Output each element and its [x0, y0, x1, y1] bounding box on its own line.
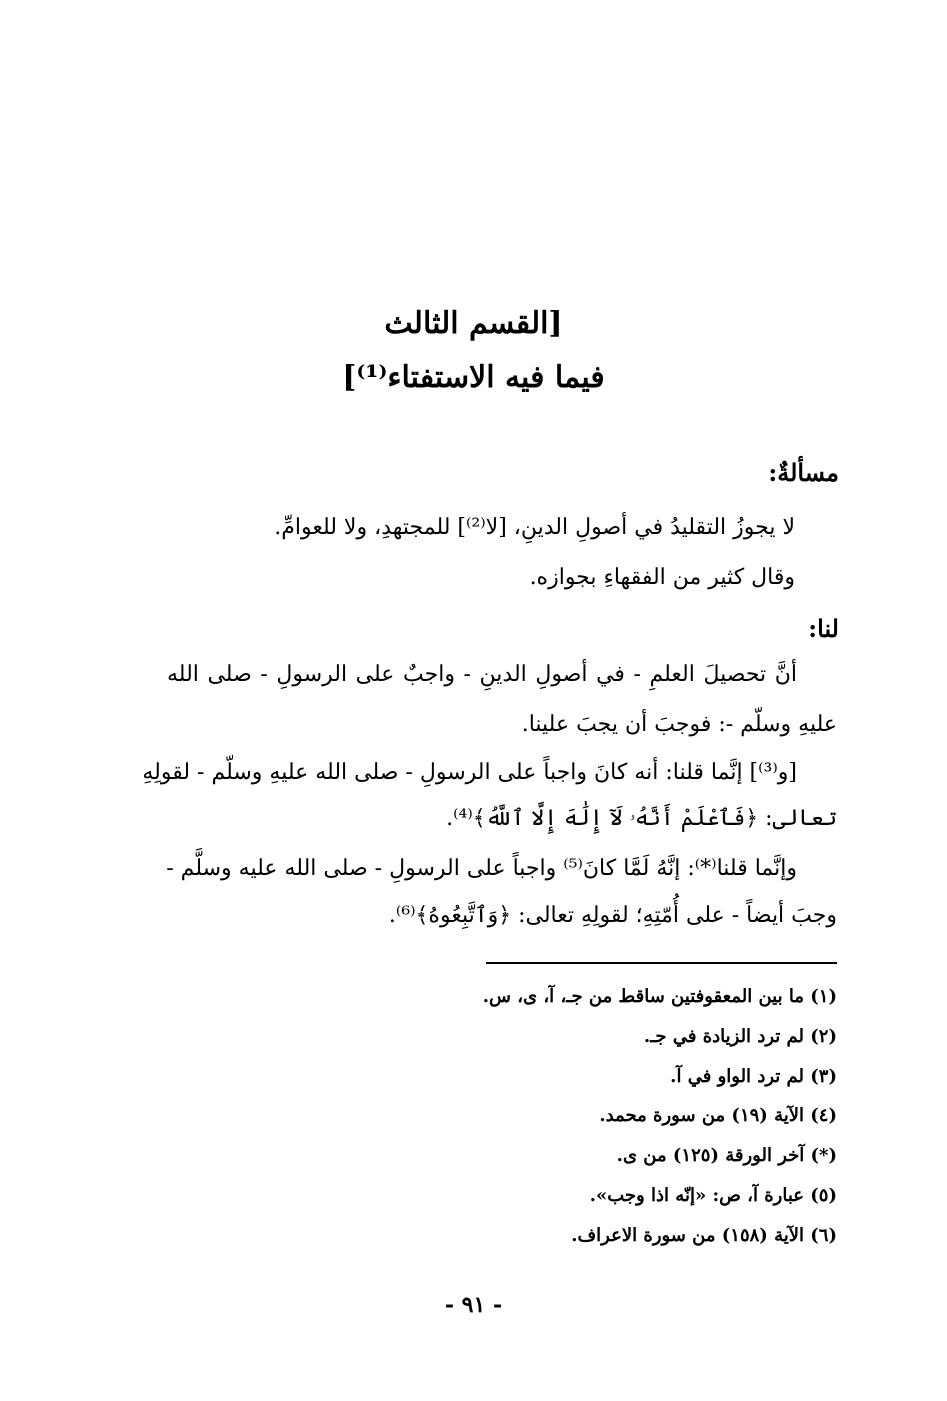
footnote-1: (١) ما بين المعقوفتين ساقط من جـ، آ، ى، س.	[482, 986, 837, 1007]
lana-heading: لنا:	[808, 614, 839, 643]
argument-p1-line-1: أنَّ تحصيلَ العلمِ - في أصولِ الدينِ - واجبٌ على الرسولِ - صلى الله	[167, 662, 797, 687]
footnote-star: (*) آخر الورقة (١٢٥) من ى.	[616, 1145, 837, 1166]
page-number: - ٩١ -	[444, 1292, 503, 1318]
footnote-5: (٥) عبارة آ، ص: «إنّه اذا وجب».	[589, 1185, 837, 1206]
argument-p1-line-2: عليهِ وسلّم -: فوجبَ أن يجبَ علينا.	[521, 712, 837, 737]
masala-line-2: وقال كثير من الفقهاءِ بجوازه.	[529, 565, 795, 590]
masala-heading: مسألةٌ:	[768, 458, 839, 487]
footnote-6: (٦) الآية (١٥٨) من سورة الاعراف.	[571, 1225, 837, 1246]
argument-p2-line-2: تعالى: ﴿فَٱعْلَمْ أَنَّهُۥ لَآ إِلَٰهَ إِلَّا ٱللَّهُ﴾⁽⁴⁾.	[446, 806, 837, 831]
footnote-3: (٣) لم ترد الواو في آ.	[670, 1066, 837, 1087]
footnote-2: (٢) لم ترد الزيادة في جـ.	[643, 1026, 837, 1047]
footnote-4: (٤) الآية (١٩) من سورة محمد.	[599, 1105, 837, 1126]
argument-p2-line-1: [و⁽³⁾] إنَّما قلنا: أنه كانَ واجباً على الرسولِ - صلى الله عليهِ وسلّم - لقولِهِ	[142, 760, 797, 785]
footnote-separator	[486, 962, 837, 964]
section-title: [القسم الثالث	[384, 306, 563, 341]
argument-p3-line-2: وجبَ أيضاً - على أُمّتِهِ؛ لقولِهِ تعالى: ﴿وَٱتَّبِعُوهُ﴾⁽⁶⁾.	[388, 903, 837, 928]
section-subtitle: فيما فيه الاستفتاء⁽¹⁾]	[342, 360, 605, 395]
masala-line-1: لا يجوزُ التقليدُ في أصولِ الدينِ، [لا⁽²⁾] للمجتهدِ، ولا للعوامِّ.	[274, 515, 795, 540]
argument-p3-line-1: وإنَّما قلنا⁽*⁾: إنَّهُ لَمَّا كانَ⁽⁵⁾ واجباً على الرسولِ - صلى الله عليه وسلَّم -	[166, 856, 797, 881]
